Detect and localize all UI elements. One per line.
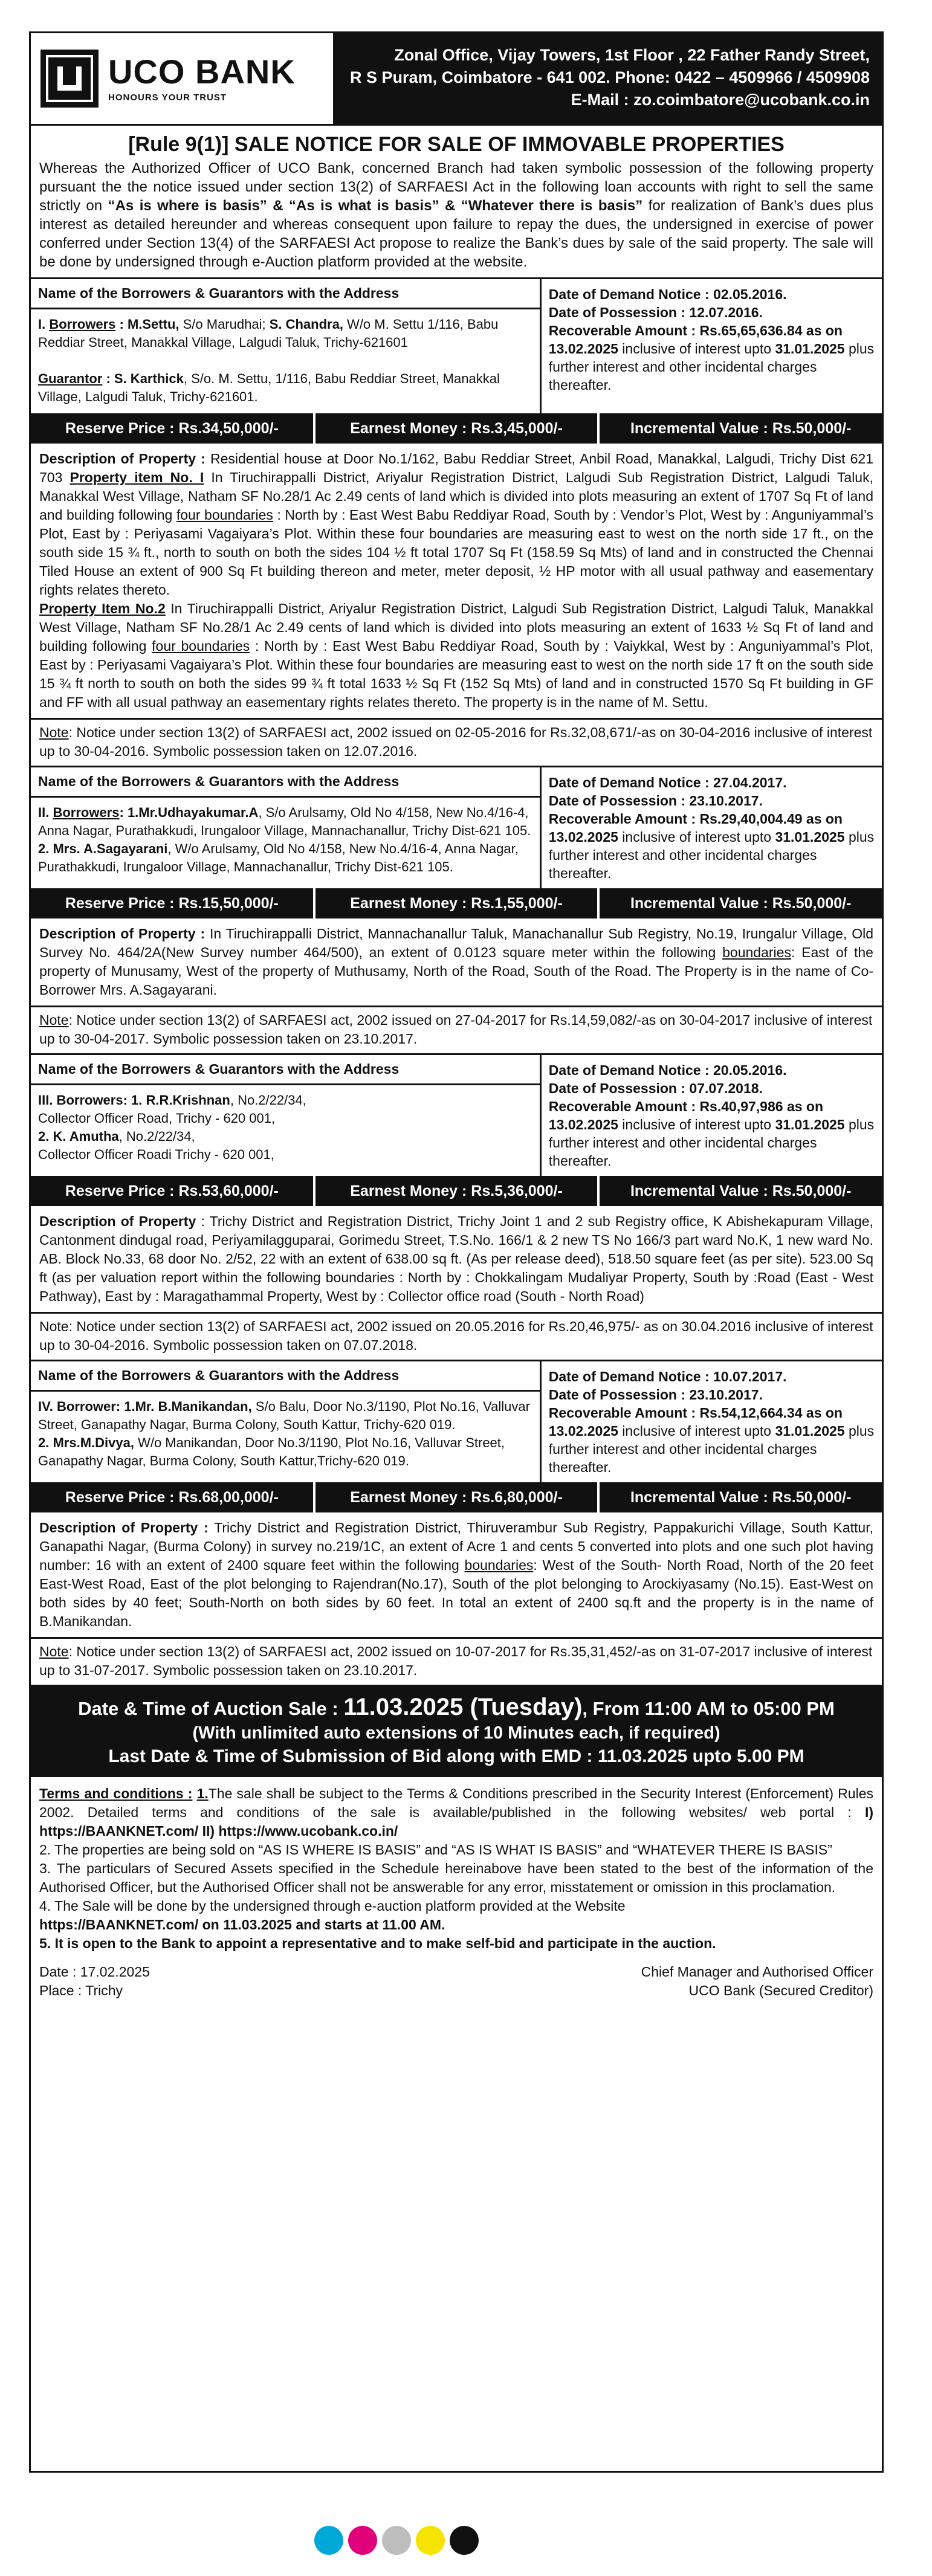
term-4: 4. The Sale will be done by the undersigned through e-auction platform provided at the Website bbox=[39, 1898, 626, 1914]
earnest-money: Earnest Money : Rs.6,80,000/- bbox=[316, 1482, 600, 1512]
accounts-list bbox=[31, 277, 882, 1685]
terms-heading: Terms and conditions : bbox=[39, 1786, 193, 1801]
auction-extension: (With unlimited auto extensions of 10 Minutes each, if required) bbox=[192, 1723, 720, 1743]
black-swatch bbox=[450, 2526, 479, 2555]
yellow-swatch bbox=[416, 2526, 445, 2555]
earnest-money: Earnest Money : Rs.3,45,000/- bbox=[316, 413, 600, 444]
demand-possession-details: Date of Demand Notice : 27.04.2017. Date of Possession : 23.10.2017. Recoverable Amount : Rs.29,40,004.49 as on 13.02.2025 inclusive of interest upto 31.01.2025 plus further interest and other incidental charges thereafter. bbox=[548, 775, 875, 881]
gray-swatch bbox=[382, 2526, 411, 2555]
property-description: Description of Property : Residential house at Door No.1/162, Babu Reddiar Street, Anbil Road, Manakkal, Lalgudi, Trichy Dist 621 703 Property item No. I In Tiruchirappalli District, Ariyalur Registration District, Lalgudi Sub Registration District, Lalgudi Taluk, Manakkal West Village, Natham SF No.28/1 Ac 2.49 cents of land which is divided into plots measuring an extent of 1707 Sq Ft of land and building following four boundaries : North by : East West Babu Reddiyar Road, South by : Vendor’s Plot, West by : Anguniyammal’s Plot, East by : Periyasami Vagaiyara’s Plot. Within these four boundaries are measuring east to west on the north side 17 ft., on the south side 15 ¾ ft., north to south on both the sides 104 ½ ft total 1707 Sq Ft (158.59 Sq Mts) of land and in constructed the Chennai Tiled House an extent of 900 Sq Ft building thereon and meter, meter deposit, ½ HP motor with all usual pathway and easementary rights relates thereto. Property Item No.2 In Tiruchirappalli District, Ariyalur Registration District, Lalgudi Sub Registration District, Lalgudi Taluk, Manakkal West Village, Natham SF No.28/1 Ac 2.49 cents of land which is divided into plots measuring an extent of 1633 ½ Sq Ft of land and building following four boundaries : North by : East West Babu Reddiyar Road, South by : Vaiykkal, West by : Anguniyammal’s Plot, East by : Periyasami Vagaiyara’s Plot. Within these four boundaries are measuring east to west on the north side 17 ft on the south side 15 ¾ ft north to south on both the sides 99 ¾ ft total 1633 ½ Sq Ft (152 Sq Mts) of land and in constructed 1570 Sq Ft building in GF and FF with all usual pathway an easementary rights relates thereto. The property is in the name of M. Settu. bbox=[31, 444, 882, 720]
account-block bbox=[31, 1053, 882, 1360]
account-block bbox=[31, 1360, 882, 1685]
term-5: 5. It is open to the Bank to appoint a representative and to make self-bid and participate in the auction. bbox=[39, 1935, 716, 1951]
incremental-value: Incremental Value : Rs.50,000/- bbox=[630, 419, 852, 437]
signatory: Chief Manager and Authorised Officer bbox=[641, 1964, 873, 1980]
demand-possession-details: Date of Demand Notice : 02.05.2016. Date of Possession : 12.07.2016. Recoverable Amount : Rs.65,65,636.84 as on 13.02.2025 inclusive of interest upto 31.01.2025 plus further interest and other incidental charges thereafter. bbox=[548, 286, 875, 393]
reserve-price: Reserve Price : Rs.34,50,000/- bbox=[31, 413, 316, 444]
account-block bbox=[31, 766, 882, 1053]
color-registration-marks bbox=[314, 2526, 479, 2555]
notice-title: [Rule 9(1)] SALE NOTICE FOR SALE OF IMMOVABLE PROPERTIES bbox=[128, 133, 785, 156]
notice-date: Date : 17.02.2025 bbox=[39, 1964, 150, 1980]
section-13-2-note: Note: Notice under section 13(2) of SARFAESI act, 2002 issued on 27-04-2017 for Rs.14,59,082/-as on 30-04-2017 inclusive of interest up to 30-04-2017. Symbolic possession taken on 23.10.2017. bbox=[39, 1012, 873, 1047]
demand-possession-details: Date of Demand Notice : 20.05.2016. Date of Possession : 07.07.2018. Recoverable Amount : Rs.40,97,986 as on 13.02.2025 inclusive of interest upto 31.01.2025 plus further interest and other incidental charges thereafter. bbox=[548, 1062, 875, 1169]
cyan-swatch bbox=[314, 2526, 343, 2555]
address-line-1: Zonal Office, Vijay Towers, 1st Floor , 22 Father Randy Street, bbox=[394, 46, 870, 64]
uco-logo-icon bbox=[40, 50, 99, 108]
header bbox=[31, 33, 882, 126]
intro-paragraph: Whereas the Authorized Officer of UCO Bank, concerned Branch had taken symbolic possession of the following property pursuant the the notice issued under section 13(2) of SARFAESI Act in the following loan accounts with right to sell the same strictly on “As is where is basis” & “As is what is basis” & “Whatever there is basis” for realization of Bank’s dues plus interest as detailed hereunder and whereas consequent upon failure to repay the dues, the undersigned in exercise of power conferred under Section 13(4) of the SARFAESI Act propose to realize the Bank’s dues by sale of the said property. The sale will be done by undersigned through e-Auction platform provided at the website. bbox=[39, 160, 873, 270]
reserve-price: Reserve Price : Rs.68,00,000/- bbox=[31, 1482, 316, 1512]
section-13-2-note: Note: Notice under section 13(2) of SARFAESI act, 2002 issued on 20.05.2016 for Rs.20,46,975/- as on 30.04.2016 inclusive of interest up to 30-04-2016. Symbolic possession taken on 07.07.2018. bbox=[39, 1319, 873, 1353]
incremental-value: Incremental Value : Rs.50,000/- bbox=[630, 1182, 852, 1199]
zonal-office-address bbox=[333, 33, 882, 124]
property-description: Description of Property : In Tiruchirappalli District, Mannachanallur Taluk, Manachanallur Sub Registry, No.19, Irungalur Village, Old Survey No. 464/2A(New Survey number 464/500), an extent of 0.0123 square meter within the following boundaries: East of the property of Munusamy, West of the property of Muthusamy, North of the Road, South of the Road. The Property is in the name of Co-Borrower Mrs. A.Sagayarani. bbox=[31, 918, 882, 1007]
signatory-org: UCO Bank (Secured Creditor) bbox=[688, 1983, 873, 1998]
auction-banner: Date & Time of Auction Sale : 11.03.2025 (Tuesday), From 11:00 AM to 05:00 PM (With unlimited auto extensions of 10 Minutes each, if required) Last Date & Time of Submission of Bid along with EMD : 11.03.2025 upto 5.00 PM bbox=[31, 1685, 882, 1777]
bank-name: UCO BANK bbox=[108, 52, 296, 91]
notice-place: Place : Trichy bbox=[39, 1983, 123, 1998]
earnest-money: Earnest Money : Rs.5,36,000/- bbox=[316, 1176, 600, 1206]
borrowers-details: II. Borrowers: 1.Mr.Udhayakumar.A, S/o Arulsamy, Old No 4/158, New No.4/16-4, Anna Nagar, Purathakkudi, Irungaloor Village, Mannachanallur, Trichy Dist-621 105. 2. Mrs. A.Sagayarani, W/o Arulsamy, Old No 4/158, New No.4/16-4, Anna Nagar, Purathakkudi, Irungaloor Village, Mannachanallur, Trichy Dist-621 105. bbox=[38, 805, 531, 874]
address-line-2: R S Puram, Coimbatore - 641 002. Phone: 0422 – 4509966 / 4509908 bbox=[350, 68, 870, 86]
earnest-money: Earnest Money : Rs.1,55,000/- bbox=[316, 888, 600, 918]
terms-links: I) https://BAANKNET.com/ II) https://www.ucobank.co.in/ bbox=[39, 1804, 873, 1839]
borrowers-details: III. Borrowers: 1. R.R.Krishnan, No.2/22/34, Collector Officer Road, Trichy - 620 001, 2. K. Amutha, No.2/22/34, Collector Officer Roadi Trichy - 620 001, bbox=[38, 1093, 306, 1162]
section-13-2-note: Note: Notice under section 13(2) of SARFAESI act, 2002 issued on 10-07-2017 for Rs.35,31,452/-as on 31-07-2017 inclusive of interest up to 31-07-2017. Symbolic possession taken on 23.10.2017. bbox=[39, 1644, 873, 1678]
borrowers-heading: Name of the Borrowers & Guarantors with the Address bbox=[31, 767, 540, 798]
demand-possession-details: Date of Demand Notice : 10.07.2017. Date of Possession : 23.10.2017. Recoverable Amount : Rs.54,12,664.34 as on 13.02.2025 inclusive of interest upto 31.01.2025 plus further interest and other incidental charges thereafter. bbox=[548, 1369, 875, 1475]
reserve-price: Reserve Price : Rs.53,60,000/- bbox=[31, 1176, 316, 1206]
reserve-price: Reserve Price : Rs.15,50,000/- bbox=[31, 888, 316, 918]
property-description: Description of Property : Trichy District and Registration District, Thiruverambur Sub Registry, Pappakurichi Village, South Kattur, Ganapathi Nagar, (Burma Colony) in survey no.219/1C, an extent of Acre 1 and cents 5 converted into plots and one such plot having number: 16 with an extent of 2400 square feet within the following boundaries: West of the South- North Road, North of the 20 feet East-West Road, East of the plot belonging to Rajendran(No.17), South of the plot belonging to Arockiyasamy (No.15). East-West on both sides by 40 feet; South-North on both sides by 60 feet. In total an extent of 2400 sq.ft and the property is in the name of B.Manikandan. bbox=[31, 1512, 882, 1639]
incremental-value: Incremental Value : Rs.50,000/- bbox=[630, 894, 852, 912]
terms-and-conditions: Terms and conditions : 1.The sale shall be subject to the Terms & Conditions prescribed in the Security Interest (Enforcement) Rules 2002. Detailed terms and conditions of the sale is available/published in the following websites/ web portal : I) https://BAANKNET.com/ II) https://www.ucobank.co.in/ 2. The properties are being sold on “AS IS WHERE IS BASIS” and “AS IS WHAT IS BASIS” and “WHATEVER THERE IS BASIS” 3. The particulars of Secured Assets specified in the Schedule hereinabove have been stated to the best of the information of the Authorised Officer, but the Authorised Officer shall not be answerable for any error, misstatement or omission in this proclamation. 4. The Sale will be done by the undersigned through e-auction platform provided at the Website https://BAANKNET.com/ on 11.03.2025 and starts at 11.00 AM. 5. It is open to the Bank to appoint a representative and to make self-bid and participate in the auction. bbox=[31, 1777, 882, 1960]
borrowers-heading: Name of the Borrowers & Guarantors with the Address bbox=[31, 279, 540, 309]
bid-deadline: Last Date & Time of Submission of Bid along with EMD : 11.03.2025 upto 5.00 PM bbox=[108, 1746, 804, 1766]
price-bar bbox=[31, 413, 882, 444]
magenta-swatch bbox=[348, 2526, 377, 2555]
section-13-2-note: Note: Notice under section 13(2) of SARFAESI act, 2002 issued on 02-05-2016 for Rs.32,08,671/-as on 30-04-2016 inclusive of interest up to 30-04-2016. Symbolic possession taken on 12.07.2016. bbox=[39, 725, 873, 759]
price-bar bbox=[31, 1176, 882, 1206]
borrowers-heading: Name of the Borrowers & Guarantors with the Address bbox=[31, 1055, 540, 1085]
borrowers-details: IV. Borrower: 1.Mr. B.Manikandan, S/o Balu, Door No.3/1190, Plot No.16, Valluvar Street, Ganapathy Nagar, Burma Colony, South Kattur, Trichy-620 019. 2. Mrs.M.Divya, W/o Manikandan, Door No.3/1190, Plot No.16, Valluvar Street, Ganapathy Nagar, Burma Colony, South Kattur,Trichy-620 019. bbox=[38, 1399, 530, 1468]
price-bar bbox=[31, 1482, 882, 1512]
term-3: 3. The particulars of Secured Assets specified in the Schedule hereinabove have been stated to the best of the information of the Authorised Officer, but the Authorised Officer shall not be answerable for any error, misstatement or omission in this proclamation. bbox=[39, 1861, 873, 1895]
borrowers-details: I. Borrowers : M.Settu, S/o Marudhai; S. Chandra, W/o M. Settu 1/116, Babu Reddiar Street, Manakkal Village, Lalgudi Taluk, Trichy-621601 Guarantor : S. Karthick, S/o. M. Settu, 1/116, Babu Reddiar Street, Manakkal Village, Lalgudi Taluk, Trichy-621601. bbox=[38, 317, 500, 404]
incremental-value: Incremental Value : Rs.50,000/- bbox=[630, 1488, 852, 1506]
term-4-link: https://BAANKNET.com/ on 11.03.2025 and starts at 11.00 AM. bbox=[39, 1917, 445, 1932]
email-line: E-Mail : zo.coimbatore@ucobank.co.in bbox=[571, 91, 870, 109]
footer bbox=[31, 1960, 882, 2003]
borrowers-heading: Name of the Borrowers & Guarantors with the Address bbox=[31, 1361, 540, 1392]
price-bar bbox=[31, 888, 882, 918]
brand-block bbox=[31, 33, 333, 124]
term-2: 2. The properties are being sold on “AS IS WHERE IS BASIS” and “AS IS WHAT IS BASIS” and “WHATEVER THERE IS BASIS” bbox=[39, 1842, 832, 1858]
property-description: Description of Property : Trichy District and Registration District, Trichy Joint 1 and 2 sub Registry office, K Abishekapuram Village, Cantonment dindugal road, Periyamilagguparai, Gorimedu Street, T.S.No. 166/1 & 2 new TS No 166/3 part ward No.K, 1 new ward No. AB. Block No.33, 68 door No. 2/52, 22 with an extent of 638.00 sq ft. (As per release deed), 518.50 square feet (as per site). 523.00 Sq ft (as per valuation report within the following boundaries : North by : Chokkalingam Mudaliyar Property, South by :Road (East - West Pathway), East by : Maragathammal Property, West by : Collector office road (South - North Road) bbox=[31, 1206, 882, 1314]
account-block bbox=[31, 277, 882, 766]
sale-notice bbox=[29, 31, 884, 2473]
auction-date: 11.03.2025 (Tuesday) bbox=[343, 1694, 583, 1720]
bank-tagline: HONOURS YOUR TRUST bbox=[108, 92, 227, 103]
